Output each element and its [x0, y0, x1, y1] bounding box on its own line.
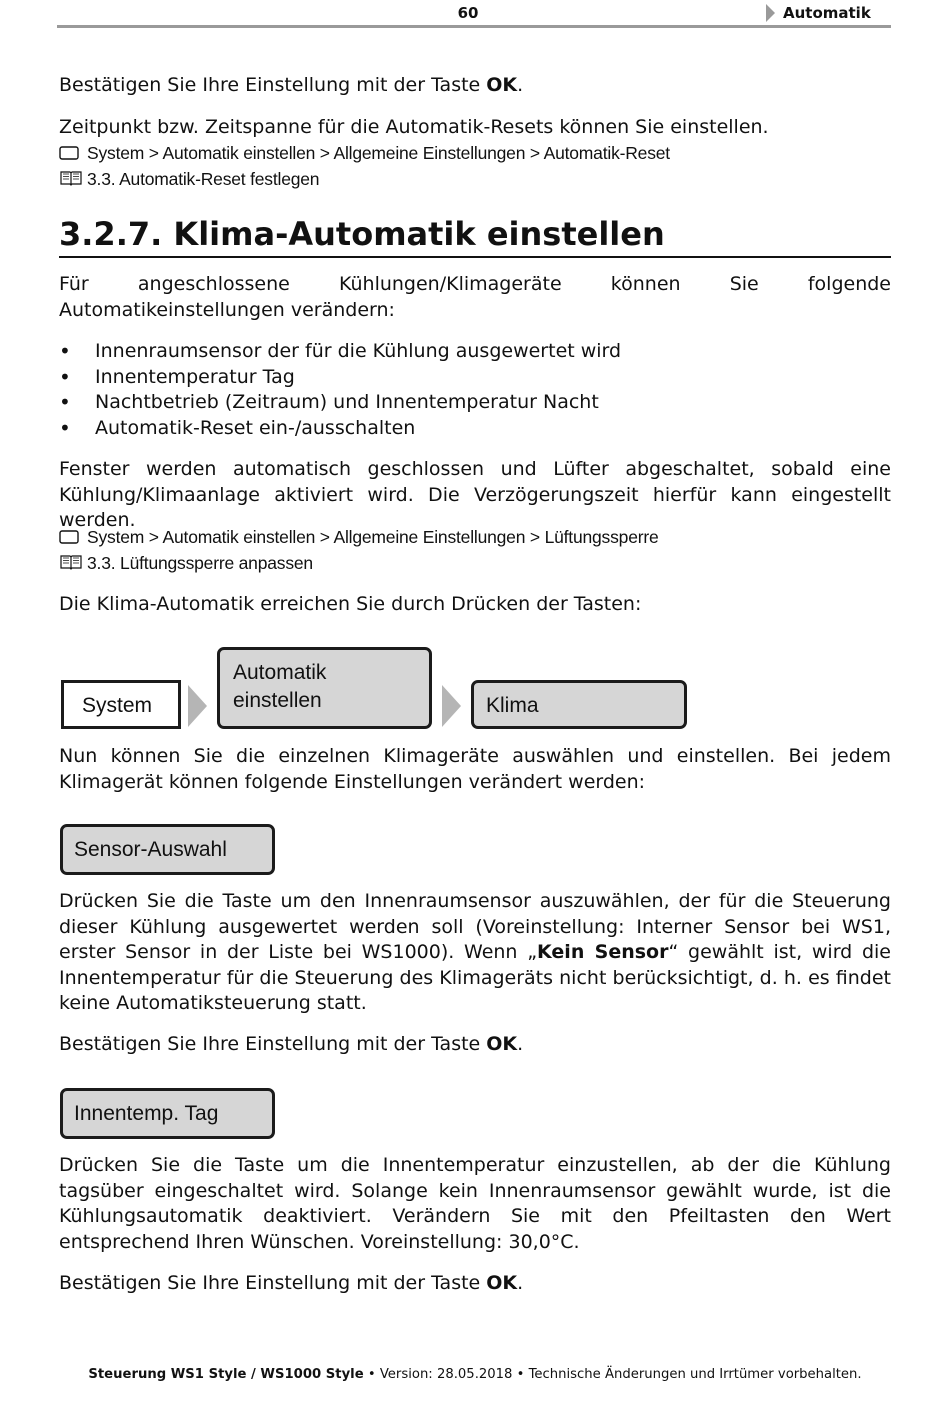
- sensor-paragraph: [59, 889, 891, 1017]
- sensor-auswahl-key[interactable]: [60, 824, 275, 875]
- footer-separator: •: [363, 1367, 380, 1382]
- menu-screen-icon: [59, 142, 87, 166]
- reference-text: 3.3. Automatik-Reset festlegen: [87, 169, 320, 189]
- menu-path-1: [59, 141, 670, 166]
- innentemp-tag-key[interactable]: [60, 1088, 275, 1139]
- list-item: • Automatik-Reset ein-/ausschalten: [59, 416, 621, 442]
- klima-key[interactable]: [471, 680, 687, 729]
- confirm-punct: .: [517, 1033, 524, 1055]
- reset-time-paragraph: Zeitpunkt bzw. Zeitspanne für die Automatik-Resets können Sie einstellen.: [59, 116, 769, 138]
- ok-key-label: OK: [486, 74, 518, 96]
- section-heading: 3.2.7. Klima-Automatik einstellen: [59, 212, 891, 258]
- footer-product: Steuerung WS1 Style / WS1000 Style: [88, 1367, 364, 1382]
- reference-1: [59, 167, 319, 192]
- menu-path-2: [59, 525, 659, 550]
- reference-2: [59, 551, 313, 576]
- settings-list: [59, 339, 621, 442]
- sensor-text-end: “ gewählt ist, wird die Innentemperatur für die Steuerung des Klimageräts nicht berücksichtigt, d. h. es findet keine Automatiksteuerung statt.: [59, 941, 891, 1014]
- intro-paragraph: Für angeschlossene Kühlungen/Klimageräte können Sie folgende Automatikeinstellungen verändern:: [59, 273, 891, 321]
- automatik-key-label-2: einstellen: [233, 689, 322, 712]
- window-paragraph: Fenster werden automatisch geschlossen und Lüfter abgeschaltet, sobald eine Kühlung/Klimaanlage aktiviert wird. Die Verzögerungszeit hierfür kann eingestellt werden.: [59, 458, 891, 531]
- header-divider: [57, 25, 891, 28]
- book-icon: [59, 168, 87, 192]
- innentemp-key-label: Innentemp. Tag: [74, 1102, 219, 1125]
- system-key-label: System: [82, 694, 153, 717]
- footer-separator: •: [512, 1367, 529, 1382]
- footer-note: Technische Änderungen und Irrtümer vorbehalten.: [528, 1367, 862, 1382]
- arrow-right-icon: [442, 685, 461, 727]
- list-item: • Nachtbetrieb (Zeitraum) und Innentemperatur Nacht: [59, 390, 621, 416]
- sensor-text: Drücken Sie die Taste um den Innenraumsensor auszuwählen, der für die Steuerung dieser Kühlung ausgewertet werden soll (Voreinstellung: Interner Sensor bei WS1, erster Sensor in der Liste bei WS1000). Wenn „: [59, 890, 891, 963]
- ok-key-label: OK: [486, 1272, 518, 1294]
- reference-text: 3.3. Lüftungssperre anpassen: [87, 553, 313, 573]
- confirm-text: Bestätigen Sie Ihre Einstellung mit der Taste: [59, 1033, 487, 1055]
- confirm-text: Bestätigen Sie Ihre Einstellung mit der Taste: [59, 1272, 487, 1294]
- system-key[interactable]: [61, 680, 181, 729]
- confirm-punct: .: [517, 1272, 524, 1294]
- page-number: 60: [457, 4, 479, 22]
- confirm-paragraph: [59, 73, 891, 99]
- book-icon: [59, 552, 87, 576]
- menu-screen-icon: [59, 526, 87, 550]
- kein-sensor-label: Kein Sensor: [537, 941, 669, 963]
- arrow-right-icon: [188, 685, 207, 727]
- list-item: • Innenraumsensor der für die Kühlung ausgewertet wird: [59, 339, 621, 365]
- menu-path-text: System > Automatik einstellen > Allgemeine Einstellungen > Lüftungssperre: [87, 527, 659, 547]
- klima-key-label: Klima: [486, 694, 539, 717]
- section-title: Automatik: [783, 4, 871, 22]
- menu-path-text: System > Automatik einstellen > Allgemeine Einstellungen > Automatik-Reset: [87, 143, 670, 163]
- automatik-einstellen-key[interactable]: [217, 647, 432, 729]
- confirm-punct: .: [517, 74, 524, 96]
- page-footer: [0, 1367, 950, 1382]
- confirm-text: Bestätigen Sie Ihre Einstellung mit der Taste: [59, 74, 487, 96]
- sensor-key-label: Sensor-Auswahl: [74, 838, 227, 861]
- list-item: • Innentemperatur Tag: [59, 365, 621, 391]
- reach-paragraph: Die Klima-Automatik erreichen Sie durch Drücken der Tasten:: [59, 593, 642, 615]
- confirm-paragraph: [59, 1032, 891, 1058]
- devices-paragraph: Nun können Sie die einzelnen Klimageräte auswählen und einstellen. Bei jedem Klimagerät können folgende Einstellungen verändert werden:: [59, 745, 891, 793]
- automatik-key-label-1: Automatik: [233, 661, 327, 684]
- innentemp-paragraph: Drücken Sie die Taste um die Innentemperatur einzustellen, ab der die Kühlung tagsüber eingeschaltet wird. Solange kein Innenraumsensor gewählt wurde, ist die Kühlungsautomatik deaktiviert. Verändern Sie mit den Pfeiltasten den Wert entsprechend Ihren Wünschen. Voreinstellung: 30,0°C.: [59, 1154, 891, 1253]
- triangle-marker-icon: [766, 4, 775, 22]
- ok-key-label: OK: [486, 1033, 518, 1055]
- confirm-paragraph: [59, 1271, 891, 1297]
- footer-version: Version: 28.05.2018: [379, 1367, 513, 1382]
- section-tag: [766, 4, 871, 22]
